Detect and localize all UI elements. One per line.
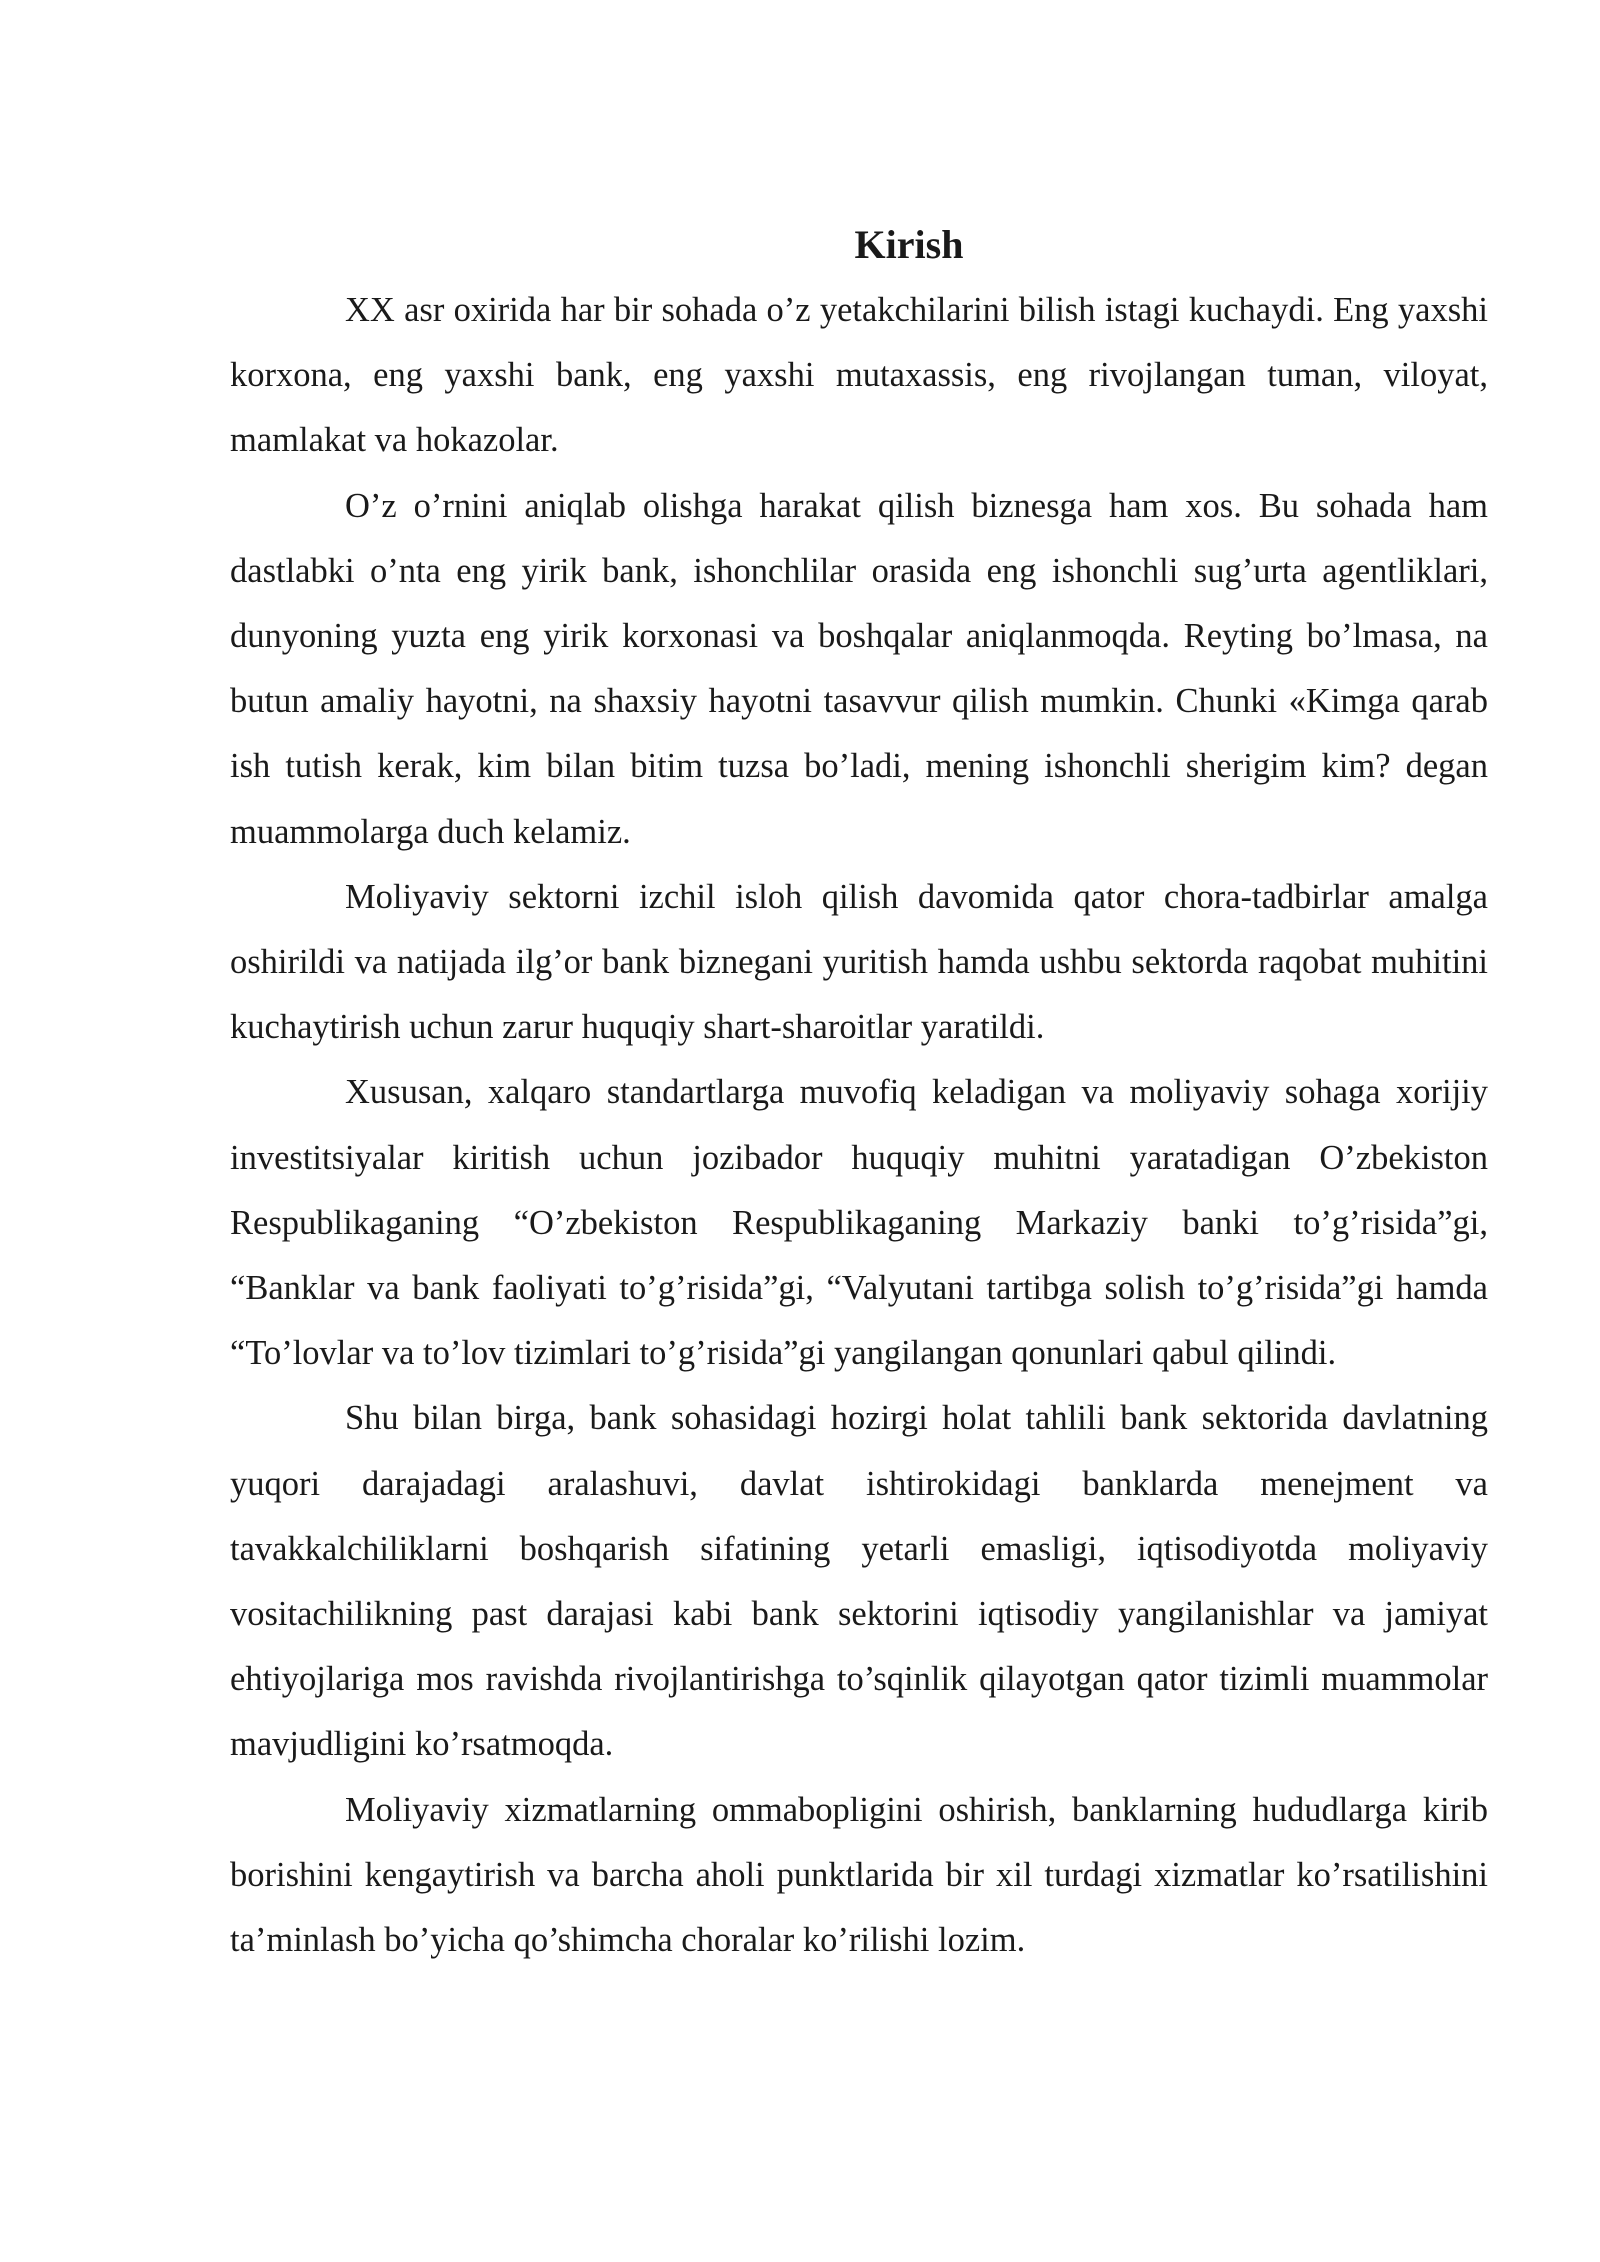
paragraph: XX asr oxirida har bir sohada o’z yetakchilarini bilish istagi kuchaydi. Eng yaxshi korxona, eng yaxshi bank, eng yaxshi mutaxassis, eng rivojlangan tuman, viloyat, mamlakat va hokazolar. <box>230 291 1488 460</box>
paragraph: Shu bilan birga, bank sohasidagi hozirgi holat tahlili bank sektorida davlatning yuqori darajadagi aralashuvi, davlat ishtirokidagi banklarda menejment va tavakkalchiliklarni boshqarish sifatining yetarli emasligi, iqtisodiyotda moliyaviy vositachilikning past darajasi kabi bank sektorini iqtisodiy yangilanishlar va jamiyat ehtiyojlariga mos ravishda rivojlantirishga to’sqinlik qilayotgan qator tizimli muammolar mavjudligini ko’rsatmoqda. <box>230 1399 1488 1764</box>
paragraph: O’z o’rnini aniqlab olishga harakat qilish biznesga ham xos. Bu sohada ham dastlabki o’nta eng yirik bank, ishonchlilar orasida eng ishonchli sug’urta agentliklari, dunyoning yuzta eng yirik korxonasi va boshqalar aniqlanmoqda. Reyting bo’lmasa, na butun amaliy hayotni, na shaxsiy hayotni tasavvur qilish mumkin. Chunki «Kimga qarab ish tutish kerak, kim bilan bitim tuzsa bo’ladi, mening ishonchli sherigim kim? degan muammolarga duch kelamiz. <box>230 486 1488 851</box>
paragraph: Xususan, xalqaro standartlarga muvofiq keladigan va moliyaviy sohaga xorijiy investitsiyalar kiritish uchun jozibador huquqiy muhitni yaratadigan O’zbekiston Respublikaganing “O’zbekiston Respublikaganing Markaziy banki to’g’risida”gi, “Banklar va bank faoliyati to’g’risida”gi, “Valyutani tartibga solish to’g’risida”gi hamda “To’lovlar va to’lov tizimlari to’g’risida”gi yangilangan qonunlari qabul qilindi. <box>230 1073 1488 1373</box>
page-title: Kirish <box>854 222 964 267</box>
paragraph: Moliyaviy sektorni izchil isloh qilish davomida qator chora-tadbirlar amalga oshirildi va natijada ilg’or bank biznegani yuritish hamda ushbu sektorda raqobat muhitini kuchaytirish uchun zarur huquqiy shart-sharoitlar yaratildi. <box>230 877 1488 1047</box>
document-body <box>230 212 1488 1973</box>
paragraph: Moliyaviy xizmatlarning ommabopligini oshirish, banklarning hududlarga kirib borishini kengaytirish va barcha aholi punktlarida bir xil turdagi xizmatlar ko’rsatilishini ta’minlash bo’yicha qo’shimcha choralar ko’rilishi lozim. <box>230 1790 1488 1960</box>
